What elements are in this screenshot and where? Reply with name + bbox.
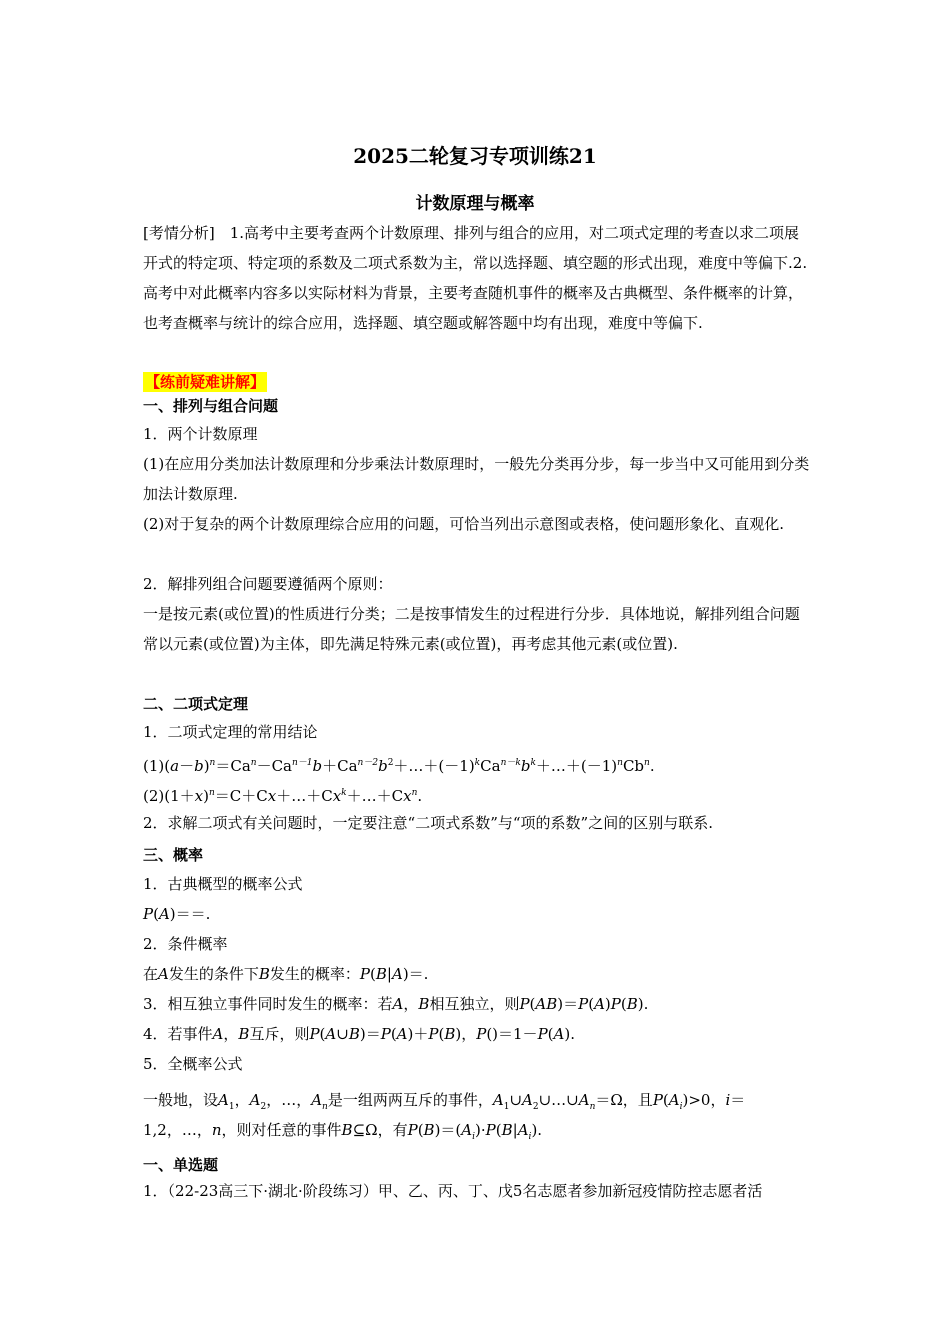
conditional-probability-formula: 在A发生的条件下B发生的概率：P(B|A)＝. [143,965,429,983]
s3-item-5: 5．全概率公式 [143,1055,243,1073]
s1-paragraph-2: (2)对于复杂的两个计数原理综合应用的问题，可恰当列出示意图或表格，使问题形象化、直观化. [143,515,785,533]
s1-item-1: 1．两个计数原理 [143,425,258,443]
section-1-heading: 一、排列与组合问题 [143,397,279,415]
total-probability-line-1: 一般地，设$A_1$，$A_2$，…，$A_n$是一组两两互斥的事件，$A_1\cup A_2\cup\dots\cup A_n=\Omega$，且$P(A_i)>0$，i＝ [143,1091,746,1112]
s1-item-2: 2．解排列组合问题要遵循两个原则： [143,575,393,593]
badge-text: 【练前疑难讲解】 [145,373,266,391]
binomial-formula-2: $(2)(1+x)^n=C+Cx+\dots+Cx^k+\dots+Cx^n$. [143,787,423,805]
s3-item-4: 4．若事件A，B互斥，则P(A∪B)＝P(A)＋P(B)，P()＝1－P(A). [143,1025,575,1043]
section-2-heading: 二、二项式定理 [143,695,249,713]
question-1: 1．（22-23高三下·湖北·阶段练习）甲、乙、丙、丁、戊5名志愿者参加新冠疫情防控志愿者活 [143,1182,763,1200]
s1-paragraph-3: 一是按元素(或位置)的性质进行分类；二是按事情发生的过程进行分步．具体地说，解排列组合问题常以元素(或位置)为主体，即先满足特殊元素(或位置)，再考虑其他元素(或位置). [143,605,800,653]
binomial-formula-1: $(1)(a-b)^n=Ca^n-Ca^{n-1}b+Ca^{n-2}b^2+\dots+(-1)^kCa^{n-k}b^k+\dots+(-1)^nCb^n$. [143,757,655,775]
s2-item-2: 2．求解二项式有关问题时，一定要注意“二项式系数”与“项的系数”之间的区别与联系. [143,814,713,832]
doc-title: 2025二轮复习专项训练21 [353,144,597,168]
doc-subtitle: 计数原理与概率 [415,194,535,214]
section-3-heading: 三、概率 [143,846,204,864]
question-section-heading: 一、单选题 [143,1156,219,1174]
section-badge [143,372,823,392]
s2-item-1: 1．二项式定理的常用结论 [143,723,318,741]
s1-paragraph-1: (1)在应用分类加法计数原理和分步乘法计数原理时，一般先分类再分步，每一步当中又可能用到分类加法计数原理. [143,455,810,503]
total-probability-line-2: 1,2，…，n，则对任意的事件B⊆Ω，有$P(B)=(A_i)\cdot P(B|A_i)$. [143,1121,543,1142]
classical-probability-formula: P(A)＝＝. [143,905,211,923]
s3-item-1: 1．古典概型的概率公式 [143,875,303,893]
s3-item-2: 2．条件概率 [143,935,228,953]
analysis-paragraph: [考情分析] 1.高考中主要考查两个计数原理、排列与组合的应用，对二项式定理的考查以求二项展开式的特定项、特定项的系数及二项式系数为主，常以选择题、填空题的形式出现，难度中等偏下.2.高考中对此概率内容多以实际材料为背景，主要考查随机事件的概率及古典概型、条件概率的计算，也考查概率与统计的综合应用，选择题、填空题或解答题中均有出现，难度中等偏下. [143,224,808,332]
s3-item-3: 3．相互独立事件同时发生的概率：若A，B相互独立，则P(AB)＝P(A)P(B). [143,995,649,1013]
